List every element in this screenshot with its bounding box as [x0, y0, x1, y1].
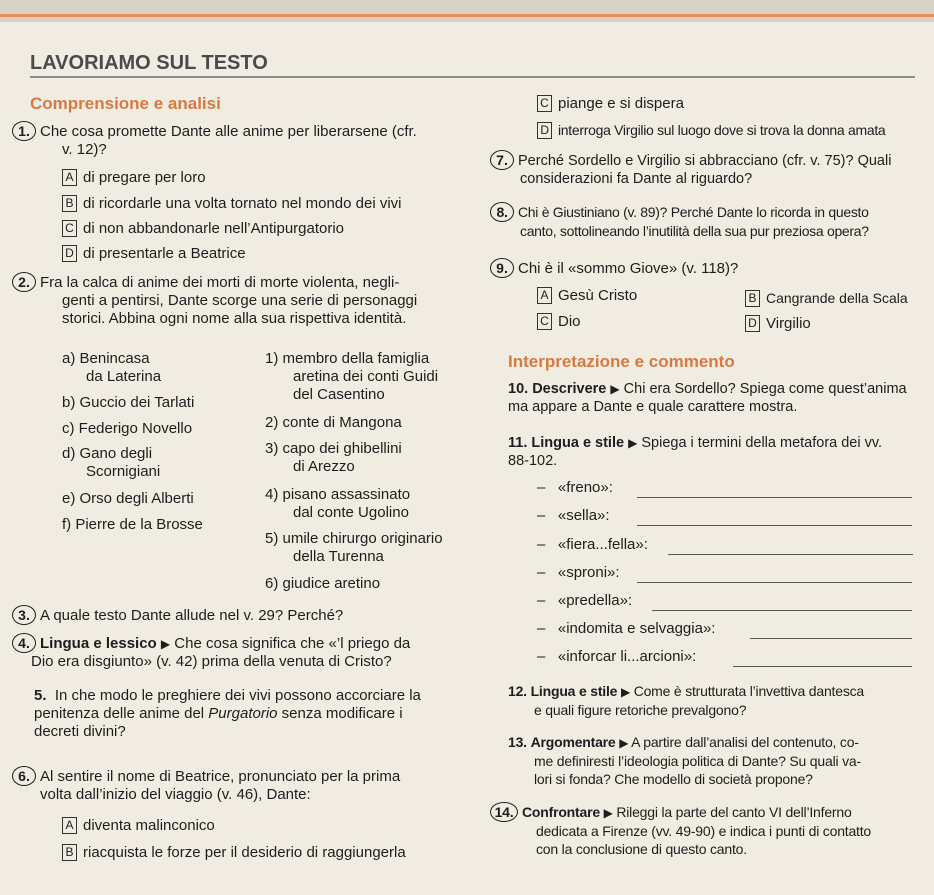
page-title: LAVORIAMO SUL TESTO	[30, 52, 268, 74]
name-d	[62, 445, 160, 481]
question-text-cont: dedicata a Firenze (vv. 49-90) e indica i punti di contatto	[536, 823, 872, 839]
identity-1	[265, 350, 438, 404]
question-text-cont: senza modificare i	[277, 705, 403, 722]
option-text: Cangrande della Scala	[766, 290, 908, 306]
q9-option-d[interactable]	[745, 315, 811, 333]
question-14	[490, 802, 930, 858]
answer-line[interactable]	[652, 609, 912, 611]
answer-line[interactable]	[668, 553, 913, 555]
identity-text: 2) conte di Mangona	[265, 414, 402, 431]
question-2	[12, 272, 492, 328]
question-text: Chi è il «sommo Giove» (v. 118)?	[518, 260, 739, 277]
question-text-cont: considerazioni fa Dante al riguardo?	[520, 171, 753, 187]
identity-text: 3) capo dei ghibellini	[265, 440, 402, 457]
question-number: 14.	[490, 802, 518, 822]
option-letter: D	[62, 245, 77, 262]
question-5	[34, 687, 504, 741]
question-number: 1.	[12, 121, 36, 141]
q6-option-d[interactable]	[537, 121, 885, 139]
question-text-cont: genti a pentirsi, Dante scorge una serie di personaggi	[62, 292, 418, 309]
term-sproni: – «sproni»:	[537, 564, 620, 581]
answer-line[interactable]	[750, 637, 912, 639]
question-label: Lingua e stile	[531, 435, 625, 451]
answer-line[interactable]	[637, 496, 912, 498]
option-text: Virgilio	[766, 315, 811, 332]
question-label: Lingua e stile	[530, 683, 618, 699]
question-label: Descrivere	[532, 381, 607, 397]
question-8	[490, 202, 930, 240]
identity-6	[265, 575, 380, 593]
question-9	[490, 258, 738, 278]
option-text: Gesù Cristo	[558, 287, 638, 304]
question-text: Chi è Giustiniano (v. 89)? Perché Dante lo ricorda in questo	[518, 204, 869, 220]
question-1	[12, 121, 492, 159]
question-text: Spiega i termini della metafora dei vv.	[641, 435, 883, 451]
option-letter: C	[537, 95, 552, 112]
identity-text-cont: aretina dei conti Guidi	[293, 368, 439, 385]
question-text: Fra la calca di anime dei morti di morte violenta, negli-	[40, 274, 400, 291]
identity-text-cont: dal conte Ugolino	[293, 504, 409, 521]
identity-text: 6) giudice aretino	[265, 575, 381, 592]
identity-2	[265, 414, 402, 432]
q6-option-b[interactable]	[62, 844, 406, 862]
name-b	[62, 394, 194, 412]
question-label: Argomentare	[530, 734, 616, 750]
name-a	[62, 350, 161, 386]
term-label: «freno»:	[557, 479, 613, 496]
option-text: di non abbandonarle nell’Antipurgatorio	[83, 220, 345, 237]
question-text-italic: Purgatorio	[208, 705, 278, 722]
term-predella: – «predella»:	[537, 592, 633, 609]
question-7	[490, 150, 930, 188]
question-text-cont: penitenza delle anime del	[34, 705, 209, 722]
option-text: interroga Virgilio sul luogo dove si trova la donna amata	[558, 122, 886, 138]
name-f	[62, 516, 203, 534]
q1-option-b[interactable]	[62, 195, 402, 213]
term-label: «indomita e selvaggia»:	[557, 620, 716, 637]
q1-option-d[interactable]	[62, 245, 246, 263]
option-text: di ricordarle una volta tornato nel mondo dei vivi	[83, 195, 402, 212]
question-number: 3.	[12, 605, 36, 625]
question-number: 10.	[508, 381, 529, 397]
name-text: a) Benincasa	[62, 350, 150, 367]
term-fiera-fella: – «fiera...fella»:	[537, 536, 648, 553]
q1-option-a[interactable]	[62, 169, 206, 187]
question-number: 8.	[490, 202, 514, 222]
term-label: «predella»:	[557, 592, 633, 609]
answer-line[interactable]	[637, 524, 912, 526]
question-number: 4.	[12, 633, 36, 653]
question-text-cont: ma appare a Dante e quale carattere mostra.	[508, 399, 798, 415]
option-letter: A	[62, 817, 77, 834]
option-letter: C	[62, 220, 77, 237]
question-3	[12, 605, 343, 625]
term-inforcar: – «inforcar li...arcioni»:	[537, 648, 697, 665]
name-text: f) Pierre de la Brosse	[62, 516, 203, 533]
question-number: 2.	[12, 272, 36, 292]
name-text: e) Orso degli Alberti	[62, 490, 194, 507]
question-text: In che modo le preghiere dei vivi possono accorciare la	[54, 687, 421, 704]
question-text: Perché Sordello e Virgilio si abbracciano (cfr. v. 75)? Quali	[518, 153, 892, 169]
triangle-icon: ▶	[603, 806, 613, 820]
name-c	[62, 420, 192, 438]
term-label: «inforcar li...arcioni»:	[557, 648, 697, 665]
identity-text-cont: del Casentino	[293, 386, 385, 403]
identity-text: 4) pisano assassinato	[265, 486, 411, 503]
question-text: Al sentire il nome di Beatrice, pronunciato per la prima	[40, 768, 401, 785]
q1-option-c[interactable]	[62, 220, 344, 238]
identity-text-cont: di Arezzo	[293, 458, 355, 475]
question-number: 13.	[508, 734, 527, 750]
section-interpretazione: Interpretazione e commento	[508, 352, 735, 371]
option-letter: B	[62, 195, 77, 212]
option-text: Dio	[558, 313, 581, 330]
question-number: 12.	[508, 683, 527, 699]
question-11	[508, 434, 928, 470]
term-label: «sproni»:	[557, 564, 620, 581]
triangle-icon: ▶	[610, 382, 620, 396]
question-6	[12, 766, 492, 804]
triangle-icon: ▶	[620, 685, 630, 699]
question-number: 9.	[490, 258, 514, 278]
section-comprensione: Comprensione e analisi	[30, 94, 221, 113]
question-number: 11.	[508, 435, 528, 451]
option-letter: B	[62, 844, 77, 861]
question-text: Rileggi la parte del canto VI dell’Inferno	[616, 804, 852, 820]
option-letter: C	[537, 313, 552, 330]
option-letter: A	[537, 287, 552, 304]
triangle-icon: ▶	[160, 637, 171, 651]
identity-5	[265, 530, 443, 566]
q6-option-a[interactable]	[62, 817, 215, 835]
question-text-cont: 88-102.	[508, 453, 558, 469]
question-text: A partire dall’analisi del contenuto, co-	[631, 734, 859, 750]
question-text-cont: Dio era disgiunto» (v. 42) prima della venuta di Cristo?	[31, 653, 392, 670]
name-text-cont: Scornigiani	[86, 463, 161, 480]
identity-4	[265, 486, 410, 522]
question-text-cont: volta dall’inizio del viaggio (v. 46), Dante:	[40, 786, 311, 803]
q9-option-c[interactable]	[537, 313, 581, 331]
question-number: 5.	[34, 687, 47, 704]
q6-option-c[interactable]	[537, 95, 684, 113]
term-sella: – «sella»:	[537, 507, 610, 524]
question-text-cont: storici. Abbina ogni nome alla sua rispettiva identità.	[62, 310, 407, 327]
q9-option-a[interactable]	[537, 287, 637, 305]
question-text-cont: v. 12)?	[62, 141, 107, 158]
identity-text-cont: della Turenna	[293, 548, 384, 565]
term-freno: – «freno»:	[537, 479, 613, 496]
option-letter: A	[62, 169, 77, 186]
q9-option-b[interactable]	[745, 289, 908, 307]
identity-3	[265, 440, 402, 476]
question-number: 6.	[12, 766, 36, 786]
option-letter: B	[745, 290, 760, 307]
question-label: Lingua e lessico	[40, 635, 157, 652]
term-indomita: – «indomita e selvaggia»:	[537, 620, 716, 637]
question-text-cont: lori si fonda? Che modello di società propone?	[534, 771, 813, 787]
title-rule	[30, 76, 915, 78]
answer-line[interactable]	[733, 665, 912, 667]
option-text: di pregare per loro	[83, 169, 206, 186]
question-12	[508, 682, 932, 719]
option-text: riacquista le forze per il desiderio di raggiungerla	[83, 844, 406, 861]
option-letter: D	[745, 315, 760, 332]
name-text-cont: da Laterina	[86, 368, 162, 385]
question-text-cont: con la conclusione di questo canto.	[536, 841, 747, 857]
option-text: diventa malinconico	[83, 817, 215, 834]
name-text: d) Gano degli	[62, 445, 153, 462]
question-text: A quale testo Dante allude nel v. 29? Perché?	[40, 607, 344, 624]
question-label: Confrontare	[522, 804, 600, 820]
triangle-icon: ▶	[628, 436, 638, 450]
term-label: «fiera...fella»:	[557, 536, 648, 553]
question-4	[12, 633, 492, 671]
identity-text: 1) membro della famiglia	[265, 350, 430, 367]
identity-text: 5) umile chirurgo originario	[265, 530, 443, 547]
option-text: di presentarle a Beatrice	[83, 245, 246, 262]
name-e	[62, 490, 194, 508]
question-13	[508, 733, 932, 788]
question-text-cont: me definiresti l’ideologia politica di Dante? Su quali va-	[534, 753, 861, 769]
question-10	[508, 380, 928, 416]
term-label: «sella»:	[557, 507, 610, 524]
name-text: b) Guccio dei Tarlati	[62, 394, 195, 411]
question-text: Che cosa significa che «’l priego da	[174, 635, 411, 652]
question-text: Che cosa promette Dante alle anime per liberarsene (cfr.	[40, 123, 417, 140]
option-text: piange e si dispera	[558, 95, 684, 112]
answer-line[interactable]	[637, 581, 912, 583]
name-text: c) Federigo Novello	[62, 420, 193, 437]
question-text-cont: e quali figure retoriche prevalgono?	[534, 702, 747, 718]
triangle-icon: ▶	[619, 736, 629, 750]
accent-stripe	[0, 14, 934, 17]
question-text: Chi era Sordello? Spiega come quest’anima	[623, 381, 907, 397]
option-letter: D	[537, 122, 552, 139]
question-text: Come è strutturata l’invettiva dantesca	[633, 683, 865, 699]
question-text-cont: canto, sottolineando l’inutilità della sua pur preziosa opera?	[520, 223, 869, 239]
question-number: 7.	[490, 150, 514, 170]
top-band	[0, 0, 934, 22]
question-text-cont: decreti divini?	[34, 723, 126, 740]
